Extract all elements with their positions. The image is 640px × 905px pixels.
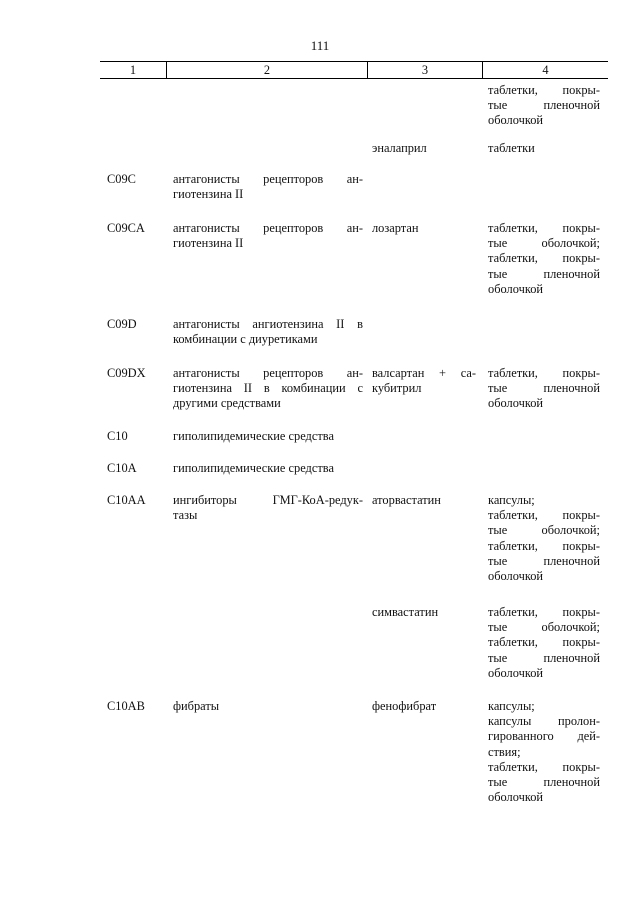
dosage-form-line: тые пленочной [488,774,600,789]
dosage-form-line: таблетки, покры- [488,605,600,619]
drug-name-line: фенофибрат [372,699,437,713]
anatomical-therapeutic-group-line: другими средствами [173,396,281,411]
anatomical-therapeutic-group-line: гиполипидемические средства [173,429,334,443]
dosage-form-line: оболочкой [488,113,544,128]
dosage-form-line: таблетки, покры- [488,221,600,235]
drug-name [372,493,476,508]
dosage-form-line: таблетки, покры- [488,759,600,774]
header-col-2: 2 [263,63,271,77]
anatomical-therapeutic-group-line: антагонисты рецепторов ан- [173,221,363,235]
drug-name-line: лозартан [372,221,419,235]
dosage-form-line: оболочкой [488,281,544,296]
anatomical-therapeutic-group [173,221,363,251]
dosage-form-line: тые оболочкой; [488,523,600,538]
anatomical-therapeutic-group [173,461,363,476]
dosage-form-line: таблетки, покры- [488,83,600,97]
dosage-form-line: оболочкой [488,665,544,680]
dosage-form-line: оболочкой [488,396,544,411]
anatomical-therapeutic-group [173,699,363,714]
anatomical-therapeutic-group [173,366,363,412]
atc-code: C10AB [107,699,145,713]
dosage-form-line: таблетки, покры- [488,251,600,266]
anatomical-therapeutic-group [173,429,363,444]
dosage-form-line: тые оболочкой; [488,620,600,635]
anatomical-therapeutic-group-line: гиотензина II [173,187,244,202]
anatomical-therapeutic-group-line: гиотензина II [173,236,244,251]
header-col-4: 4 [542,63,549,77]
dosage-form [488,141,600,156]
anatomical-therapeutic-group-line: антагонисты рецепторов ан- [173,366,363,380]
table-header [100,61,608,79]
dosage-form-line: тые пленочной [488,266,600,281]
anatomical-therapeutic-group-line: комбинации с диуретиками [173,332,318,347]
dosage-form [488,493,600,584]
atc-code: C09CA [107,221,145,235]
header-col-3: 3 [421,63,429,77]
atc-code: C10A [107,461,137,475]
drug-name [372,605,476,620]
drug-name-line: валсартан + са- [372,366,476,380]
drug-name-line: симвастатин [372,605,439,619]
dosage-form [488,83,600,129]
anatomical-therapeutic-group [173,493,363,523]
anatomical-therapeutic-group-line: антагонисты рецепторов ан- [173,172,363,186]
dosage-form [488,366,600,412]
dosage-form-line: ствия; [488,744,521,759]
dosage-form [488,605,600,681]
dosage-form-line: тые пленочной [488,381,600,396]
page-number: 111 [310,38,330,53]
anatomical-therapeutic-group-line: гиполипидемические средства [173,461,334,475]
drug-name [372,699,476,714]
dosage-form-line: таблетки, покры- [488,635,600,650]
dosage-form-line: капсулы пролон- [488,714,600,729]
drug-name-line: кубитрил [372,381,422,396]
drug-name [372,366,476,396]
dosage-form-line: таблетки, покры- [488,508,600,523]
dosage-form [488,699,600,805]
dosage-form-line: оболочкой [488,568,544,583]
anatomical-therapeutic-group-line: ингибиторы ГМГ-КоА-редук- [173,493,363,507]
dosage-form-line: тые пленочной [488,553,600,568]
anatomical-therapeutic-group-line: фибраты [173,699,220,713]
atc-code: C10 [107,429,128,443]
dosage-form-line: оболочкой [488,790,544,805]
atc-code: C10AA [107,493,146,507]
dosage-form-line: капсулы; [488,699,535,713]
anatomical-therapeutic-group-line: антагонисты ангиотензина II в [173,317,363,331]
header-col-1: 1 [129,63,137,77]
dosage-form-line: таблетки, покры- [488,366,600,380]
dosage-form-line: таблетки, покры- [488,538,600,553]
atc-code: C09C [107,172,136,186]
drug-name-line: эналаприл [372,141,427,155]
dosage-form-line: таблетки [488,141,535,155]
anatomical-therapeutic-group-line: тазы [173,508,198,523]
dosage-form-line: гированного дей- [488,729,600,744]
anatomical-therapeutic-group [173,172,363,202]
dosage-form-line: тые пленочной [488,98,600,113]
dosage-form [488,221,600,297]
drug-name [372,141,476,156]
drug-name-line: аторвастатин [372,493,441,507]
anatomical-therapeutic-group-line: гиотензина II в комбинации с [173,381,363,396]
dosage-form-line: тые пленочной [488,650,600,665]
anatomical-therapeutic-group [173,317,363,347]
dosage-form-line: тые оболочкой; [488,236,600,251]
atc-code: C09D [107,317,137,331]
dosage-form-line: капсулы; [488,493,535,507]
drug-name [372,221,476,236]
atc-code: C09DX [107,366,146,380]
